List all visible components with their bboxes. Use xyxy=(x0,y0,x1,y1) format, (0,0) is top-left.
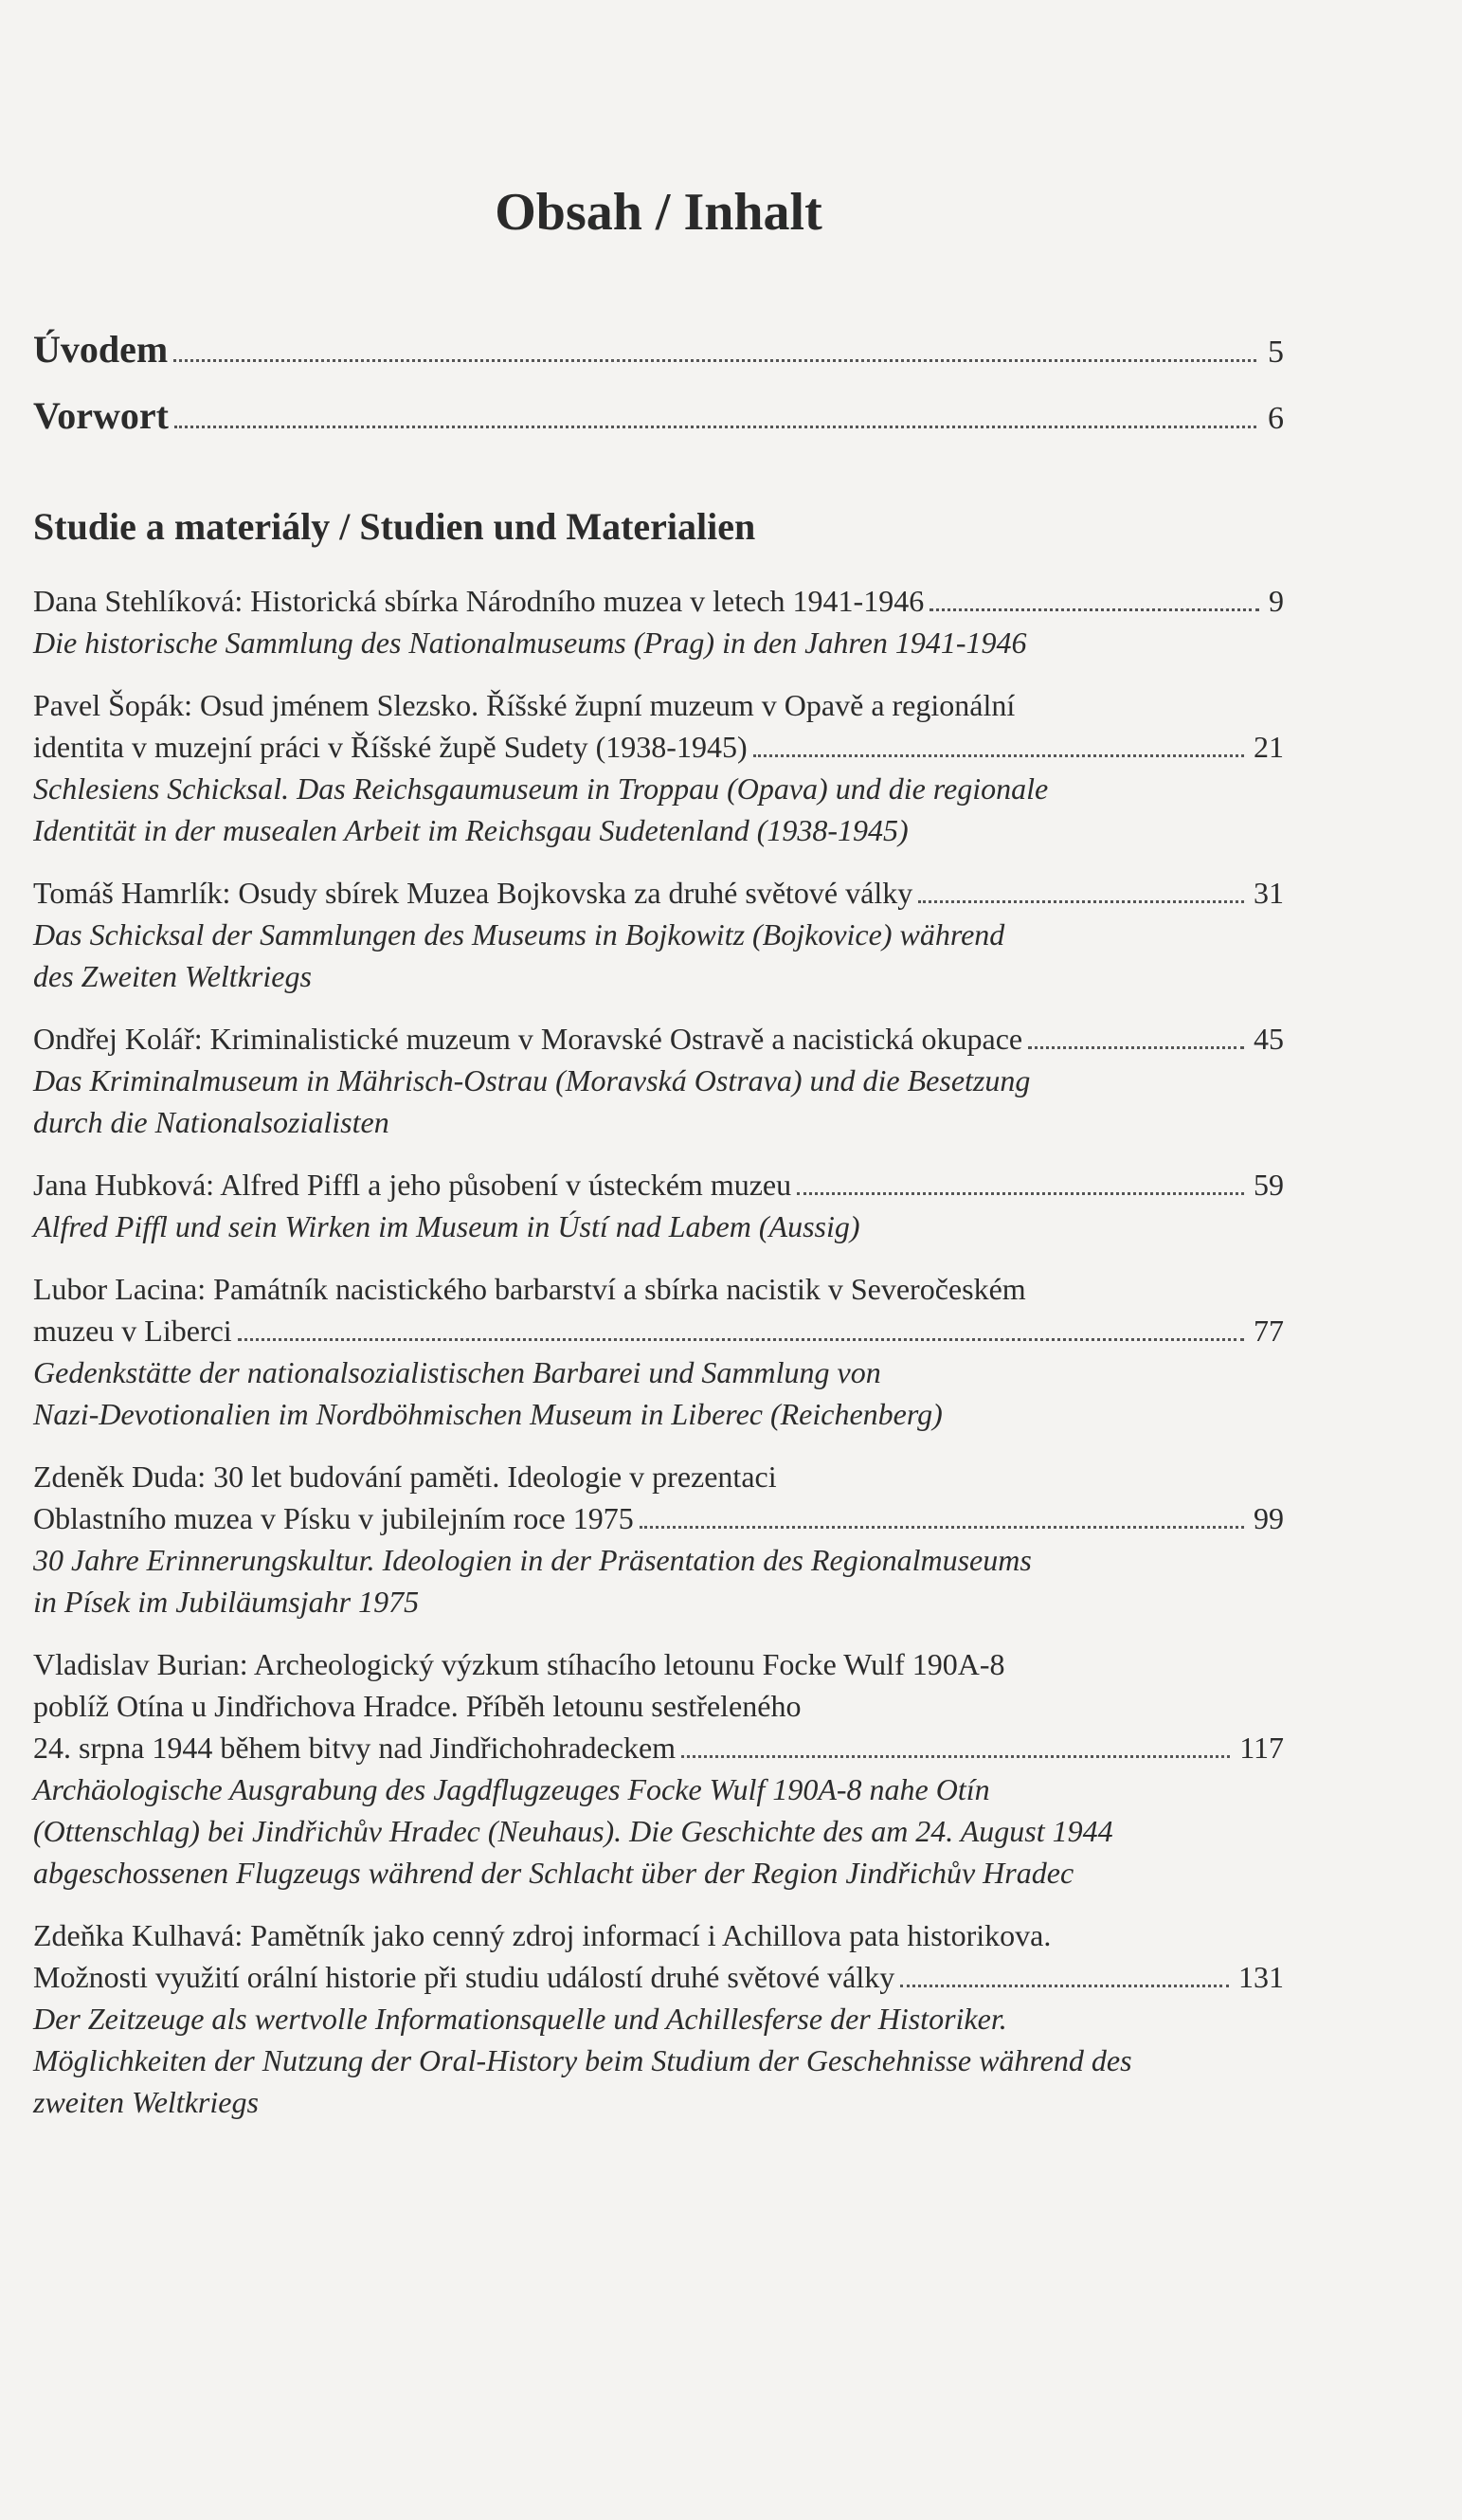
toc-entry-label: Úvodem xyxy=(33,328,169,371)
toc-entry-german-title: des Zweiten Weltkriegs xyxy=(33,959,312,993)
toc-entry-title-line xyxy=(33,1727,1284,1768)
toc-entry-german-title: Der Zeitzeuge als wertvolle Informationsquelle und Achillesferse der Historiker. xyxy=(33,2002,1007,2036)
toc-entry-german-title: abgeschossenen Flugzeugs während der Schlacht über der Region Jindřichův Hradec xyxy=(33,1856,1074,1890)
page-title: Obsah / Inhalt xyxy=(495,183,822,242)
toc-entry-title-line xyxy=(33,1164,1284,1206)
toc-entry-title-line xyxy=(33,1018,1284,1060)
toc-entry-title-line xyxy=(33,1956,1284,1998)
toc-entry-german-title: Identität in der musealen Arbeit im Reichsgau Sudetenland (1938-1945) xyxy=(33,813,909,847)
dot-leader xyxy=(238,1338,1244,1341)
toc-entry-title: Lubor Lacina: Památník nacistického barbarství a sbírka nacistik v Severočeském xyxy=(33,1272,1026,1306)
toc-entry-german-title: in Písek im Jubiläumsjahr 1975 xyxy=(33,1585,420,1619)
toc-entry-label: Vorwort xyxy=(33,394,169,437)
toc-entry-german-title: 30 Jahre Erinnerungskultur. Ideologien in der Präsentation des Regionalmuseums xyxy=(33,1543,1032,1577)
toc-entry-title: Tomáš Hamrlík: Osudy sbírek Muzea Bojkovska za druhé světové války xyxy=(33,876,913,910)
toc-entry xyxy=(33,1456,1284,1623)
toc-entry-title-line xyxy=(33,684,1284,726)
toc-entry-german-title: Gedenkstätte der nationalsozialistischen Barbarei und Sammlung von xyxy=(33,1355,881,1389)
toc-page-number: 131 xyxy=(1238,1960,1284,1994)
toc-page-number: 99 xyxy=(1254,1501,1284,1535)
dot-leader xyxy=(930,608,1259,611)
toc-page-number: 6 xyxy=(1268,401,1284,436)
toc-entry xyxy=(33,1018,1284,1143)
toc-entry-german-title: Die historische Sammlung des Nationalmuseums (Prag) in den Jahren 1941-1946 xyxy=(33,625,1027,660)
dot-leader xyxy=(173,359,1256,362)
toc-page-number: 77 xyxy=(1254,1314,1284,1348)
toc-entry xyxy=(33,872,1284,997)
toc-entry-title: poblíž Otína u Jindřichova Hradce. Příběh letounu sestřeleného xyxy=(33,1689,802,1723)
toc-entry-german-title: Möglichkeiten der Nutzung der Oral-History beim Studium der Geschehnisse während des xyxy=(33,2043,1132,2077)
toc-page-number: 31 xyxy=(1254,876,1284,910)
toc-entry-title: Pavel Šopák: Osud jménem Slezsko. Říšské župní muzeum v Opavě a regionální xyxy=(33,688,1016,722)
toc-entry-german-title: Das Schicksal der Sammlungen des Museums in Bojkowitz (Bojkovice) während xyxy=(33,917,1005,952)
toc-entry xyxy=(33,684,1284,851)
toc-entries xyxy=(33,580,1284,2144)
toc-entry-title: Ondřej Kolář: Kriminalistické muzeum v Moravské Ostravě a nacistická okupace xyxy=(33,1022,1023,1056)
toc-entry-title: Možnosti využití orální historie při studiu událostí druhé světové války xyxy=(33,1960,895,1994)
dot-leader xyxy=(918,900,1244,903)
dot-leader xyxy=(174,426,1256,428)
toc-page-number: 9 xyxy=(1269,584,1284,618)
toc-entry-title-line xyxy=(33,1310,1284,1351)
toc-entry-german-title: Schlesiens Schicksal. Das Reichsgaumuseum in Troppau (Opava) und die regionale xyxy=(33,771,1049,806)
toc-entry-title: Jana Hubková: Alfred Piffl a jeho působení v ústeckém muzeu xyxy=(33,1168,792,1202)
toc-page-number: 5 xyxy=(1268,335,1284,370)
section-heading: Studie a materiály / Studien und Materialien xyxy=(33,505,756,548)
toc-entry-german-title: durch die Nationalsozialisten xyxy=(33,1105,389,1139)
toc-entry-title-line xyxy=(33,1268,1284,1310)
toc-entry xyxy=(33,1164,1284,1247)
toc-entry-title: identita v muzejní práci v Říšské župě Sudety (1938-1945) xyxy=(33,730,748,764)
top-entries xyxy=(33,327,1284,460)
toc-entry-german-title: Alfred Piffl und sein Wirken im Museum in Ústí nad Labem (Aussig) xyxy=(33,1209,860,1243)
toc-entry xyxy=(33,1268,1284,1435)
toc-entry-vorwort xyxy=(33,393,1284,460)
toc-entry-title: Zdeňka Kulhavá: Pamětník jako cenný zdroj informací i Achillova pata historikova. xyxy=(33,1918,1052,1952)
dot-leader xyxy=(681,1755,1230,1758)
toc-entry-german-title: (Ottenschlag) bei Jindřichův Hradec (Neuhaus). Die Geschichte des am 24. August 1944 xyxy=(33,1814,1113,1848)
toc-page-number: 117 xyxy=(1239,1731,1284,1765)
toc-entry-title: Zdeněk Duda: 30 let budování paměti. Ideologie v prezentaci xyxy=(33,1459,777,1494)
toc-entry-german-title: Das Kriminalmuseum in Mährisch-Ostrau (Moravská Ostrava) und die Besetzung xyxy=(33,1063,1031,1097)
toc-entry-uvodem xyxy=(33,327,1284,393)
toc-entry-title-line xyxy=(33,1497,1284,1539)
toc-entry-title: Dana Stehlíková: Historická sbírka Národního muzea v letech 1941-1946 xyxy=(33,584,925,618)
toc-entry-title-line xyxy=(33,726,1284,768)
toc-entry-german-title: zweiten Weltkriegs xyxy=(33,2085,259,2119)
toc-entry-german-title: Nazi-Devotionalien im Nordböhmischen Museum in Liberec (Reichenberg) xyxy=(33,1397,943,1431)
dot-leader xyxy=(1028,1046,1244,1049)
toc-entry xyxy=(33,1643,1284,1894)
dot-leader xyxy=(900,1985,1229,1987)
toc-entry-title: Vladislav Burian: Archeologický výzkum stíhacího letounu Focke Wulf 190A-8 xyxy=(33,1647,1005,1681)
toc-page-number: 59 xyxy=(1254,1168,1284,1202)
toc-entry-german-title: Archäologische Ausgrabung des Jagdflugzeuges Focke Wulf 190A-8 nahe Otín xyxy=(33,1772,990,1806)
toc-entry-title-line xyxy=(33,580,1284,622)
toc-entry-title: Oblastního muzea v Písku v jubilejním roce 1975 xyxy=(33,1501,634,1535)
toc-entry-title: 24. srpna 1944 během bitvy nad Jindřichohradeckem xyxy=(33,1731,677,1765)
toc-entry-title-line xyxy=(33,1685,1284,1727)
toc-entry-title-line xyxy=(33,1643,1284,1685)
dot-leader xyxy=(753,754,1244,757)
toc-entry xyxy=(33,580,1284,663)
toc-entry-title-line xyxy=(33,1456,1284,1497)
toc-entry-title: muzeu v Liberci xyxy=(33,1314,232,1348)
toc-entry-title-line xyxy=(33,872,1284,914)
dot-leader xyxy=(640,1526,1244,1529)
toc-entry xyxy=(33,1914,1284,2123)
toc-page-number: 45 xyxy=(1254,1022,1284,1056)
toc-entry-title-line xyxy=(33,1914,1284,1956)
toc-page-number: 21 xyxy=(1254,730,1284,764)
dot-leader xyxy=(797,1192,1244,1195)
